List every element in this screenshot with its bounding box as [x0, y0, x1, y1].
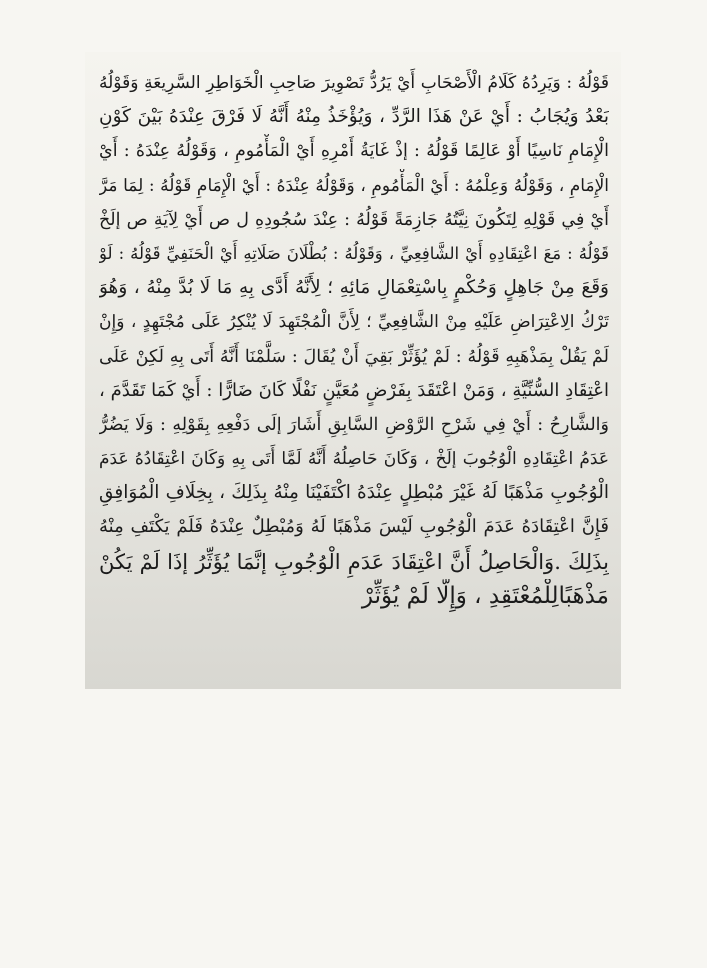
text-line-13: الْوُجُوبِ مَذْهَبًا لَهُ غَيْرَ مُبْطِلٍ عِنْدَهُ اكْتَفَيْنَا مِنْهُ بِذَلِكَ ، بِخِلَافِ الْمُوَافِقِ	[99, 482, 609, 504]
text-line-4: الْإِمَامِ ، وَقَوْلُهُ وَعِلْمُهُ : أَيْ الْمَأْمُومِ ، وَقَوْلُهُ عِنْدَهُ : أَيْ الْإِمَامِ قَوْلُهُ : لِمَا مَرَّ	[99, 175, 609, 196]
arabic-text-block	[99, 66, 609, 613]
text-line-11: وَالشَّارِحُ : أَيْ فِي شَرْحِ الرَّوْضِ السَّابِقِ أَشَارَ إلَى دَفْعِهِ بِقَوْلِهِ : وَلَا يَضُرُّ	[99, 414, 609, 435]
text-line-6: قَوْلُهُ : مَعَ اعْتِقَادِهِ أَيْ الشَّافِعِيِّ ، وَقَوْلُهُ : بُطْلَانَ صَلَاتِهِ أَيْ الْحَنَفِيِّ قَوْلُهُ : لَوْ	[99, 243, 609, 263]
text-line-2: بَعْدُ وَيُجَابُ : أَيْ عَنْ هَذَا الرَّدِّ ، وَيُؤْخَذُ مِنْهُ أَنَّهُ لَا فَرْقَ عِنْدَهُ بَيْنَ كَوْنِ	[99, 106, 609, 128]
scanned-page	[85, 52, 621, 689]
text-line-5: أَيْ فِي قَوْلِهِ لِتَكُونَ نِيَّتُهُ جَازِمَةً قَوْلُهُ : عِنْدَ سُجُودِهِ ل ص أَيْ لِآيَةِ ص إلَخْ	[99, 209, 609, 230]
text-line-10: اعْتِقَادِ السُّنِّيَّةِ ، وَمَنْ اعْتَقَدَ بِفَرْضٍ مُعَيَّنٍ نَفْلًا كَانَ ضَارًّا : أَيْ كَمَا تَقَدَّمَ ،	[99, 379, 609, 401]
text-line-16: مَذْهَبًالِلْمُعْتَقِدِ ، وَإِلَّا لَمْ يُؤَثِّرْ	[361, 582, 609, 609]
text-line-8: تَرْكُ الِاعْتِرَاضِ عَلَيْهِ مِنْ الشَّافِعِيِّ ؛ لِأَنَّ الْمُجْتَهِدَ لَا يُنْكِرُ عَلَى مُجْتَهِدٍ ، وَإِنْ	[99, 312, 609, 333]
text-line-1: قَوْلُهُ : وَيَرِدُهُ كَلَامُ الْأَصْحَابِ أَيْ يَرُدُّ تَصْوِيرَ صَاحِبِ الْخَوَاطِرِ السَّرِيعَةِ وَقَوْلُهُ	[99, 73, 609, 93]
text-line-15: بِذَلِكَ .وَالْحَاصِلُ أَنَّ اعْتِقَادَ عَدَمِ الْوُجُوبِ إنَّمَا يُؤَثِّرُ إذَا لَمْ يَكُنْ	[99, 549, 609, 574]
text-line-3: الْإِمَامِ نَاسِيًا أَوْ عَالِمًا قَوْلُهُ : إذْ غَايَةُ أَمْرِهِ أَيْ الْمَأْمُومِ ، وَقَوْلُهُ عِنْدَهُ : أَيْ	[99, 141, 609, 162]
text-line-12: عَدَمُ اعْتِقَادِهِ الْوُجُوبَ إلَخْ ، وَكَانَ حَاصِلُهُ أَنَّهُ لَمَّا أَتَى بِهِ وَكَانَ اعْتِقَادُهُ عَدَمَ	[99, 449, 609, 470]
text-line-9: لَمْ يَقُلْ بِمَذْهَبِهِ قَوْلُهُ : لَمْ يُؤَثِّرْ بَقِيَ أَنْ يُقَالَ : سَلَّمْنَا أَنَّهُ أَتَى بِهِ لَكِنْ عَلَى	[99, 346, 609, 367]
text-line-7: وَقَعَ مِنْ جَاهِلٍ وَحُكْمٍ بِاسْتِعْمَالِ مَائِهِ ؛ لِأَنَّهُ أَدَّى بِهِ مَا لَا بُدَّ مِنْهُ ، وَهُوَ	[99, 277, 609, 299]
text-line-14: فَإِنَّ اعْتِقَادَهُ عَدَمَ الْوُجُوبِ لَيْسَ مَذْهَبًا لَهُ وَمُبْطِلٌ عِنْدَهُ فَلَمْ يَكْتَفِ مِنْهُ	[99, 516, 609, 538]
